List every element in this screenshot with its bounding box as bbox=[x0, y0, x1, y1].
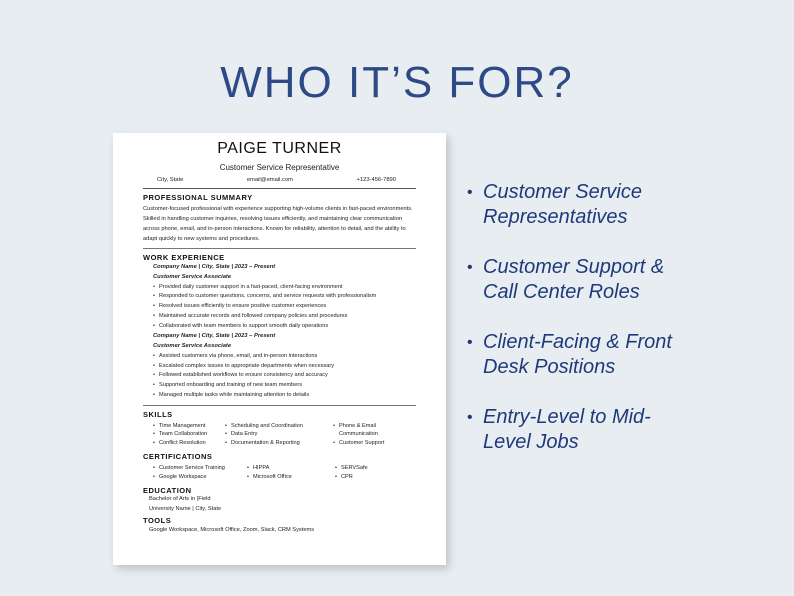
experience-heading: WORK EXPERIENCE bbox=[143, 253, 225, 263]
list-item: • Data Entry bbox=[225, 430, 331, 439]
skills-grid bbox=[143, 422, 416, 449]
job-entry bbox=[143, 332, 416, 401]
certifications-heading: CERTIFICATIONS bbox=[143, 452, 213, 462]
audience-list bbox=[467, 180, 697, 480]
list-item: • Google Workspace bbox=[153, 473, 245, 482]
resume-preview bbox=[113, 133, 446, 565]
list-item: • Microsoft Office bbox=[247, 473, 333, 482]
skills-heading: SKILLS bbox=[143, 410, 173, 420]
skills-column bbox=[153, 422, 223, 449]
page-headline: WHO IT’S FOR? bbox=[220, 58, 574, 107]
audience-item: • Client-Facing & Front Desk Positions bbox=[467, 330, 697, 380]
list-item: • Followed established workflows to ensure consistency and accuracy bbox=[153, 371, 416, 381]
certifications-column bbox=[247, 464, 333, 482]
list-item: • Customer Service Training bbox=[153, 464, 245, 473]
job-title: Customer Service Associate bbox=[153, 342, 232, 349]
list-item: • Time Management bbox=[153, 422, 223, 431]
list-item: • Scheduling and Coordination bbox=[225, 422, 331, 431]
skills-column bbox=[333, 422, 416, 449]
education-degree: Bachelor of Arts in |Field bbox=[149, 495, 211, 502]
resume-role: Customer Service Representative bbox=[219, 163, 340, 172]
certifications-grid bbox=[143, 464, 416, 482]
list-item: • CPR bbox=[335, 473, 416, 482]
list-item: • Customer Support bbox=[333, 439, 416, 448]
divider bbox=[143, 405, 416, 406]
list-item: • Documentation & Reporting bbox=[225, 439, 331, 448]
job-company: Company Name | City, State | 2023 – Present bbox=[153, 333, 276, 339]
audience-item: • Customer Support & Call Center Roles bbox=[467, 255, 697, 305]
education-heading: EDUCATION bbox=[143, 485, 192, 495]
list-item: • Managed multiple tasks while maintaining attention to details bbox=[153, 391, 416, 401]
list-item: • Assisted customers via phone, email, and in-person interactions bbox=[153, 352, 416, 362]
list-item: • Conflict Resolution bbox=[153, 439, 223, 448]
list-item: • Collaborated with team members to support smooth daily operations bbox=[153, 322, 416, 332]
list-item: • Maintained accurate records and followed company policies and procedures bbox=[153, 312, 416, 322]
resume-contact bbox=[143, 177, 416, 184]
job-bullets bbox=[153, 283, 416, 332]
list-item: • Resolved issues efficiently to ensure positive customer experiences bbox=[153, 302, 416, 312]
certifications-column bbox=[335, 464, 416, 482]
list-item: • SERVSafe bbox=[335, 464, 416, 473]
list-item: • Responded to customer questions, concerns, and service requests with professionalism bbox=[153, 292, 416, 302]
list-item: • Team Collaboration bbox=[153, 430, 223, 439]
contact-email: email@email.com bbox=[246, 177, 293, 183]
divider bbox=[143, 248, 416, 249]
summary-text: Customer-focused professional with experience supporting high-volume clients in fast-paced environments. Skilled in handling customer inquiries, resolving issues efficiently, and maintaining clear communication across phone, email, and in-person interactions. Known for reliability, attention to detail, and the ability to adapt quickly to new systems and procedures. bbox=[143, 205, 413, 242]
summary-heading: PROFESSIONAL SUMMARY bbox=[143, 193, 253, 203]
tools-text: Google Workspace, Microsoft Office, Zoom, Slack, CRM Systems bbox=[149, 526, 315, 533]
certifications-column bbox=[153, 464, 245, 482]
list-item: • HIPPA bbox=[247, 464, 333, 473]
list-item: • Escalated complex issues to appropriate departments when necessary bbox=[153, 362, 416, 372]
resume-name: PAIGE TURNER bbox=[217, 140, 342, 157]
tools-heading: TOOLS bbox=[143, 516, 172, 526]
list-item: • Provided daily customer support in a fast-paced, client-facing environment bbox=[153, 283, 416, 293]
job-title: Customer Service Associate bbox=[153, 273, 232, 280]
divider bbox=[143, 188, 416, 189]
audience-item: • Customer Service Representatives bbox=[467, 180, 697, 230]
education-school: University Name | City, State bbox=[149, 505, 222, 512]
list-item: • Phone & Email Communication bbox=[333, 422, 416, 440]
contact-location: City, State bbox=[157, 177, 184, 183]
job-entry bbox=[143, 263, 416, 332]
skills-column bbox=[225, 422, 331, 449]
job-bullets bbox=[153, 352, 416, 401]
audience-item: • Entry-Level to Mid-Level Jobs bbox=[467, 405, 697, 455]
list-item: • Supported onboarding and training of new team members bbox=[153, 381, 416, 391]
contact-phone: +123-456-7890 bbox=[356, 177, 396, 183]
job-company: Company Name | City, State | 2023 – Present bbox=[153, 263, 276, 270]
